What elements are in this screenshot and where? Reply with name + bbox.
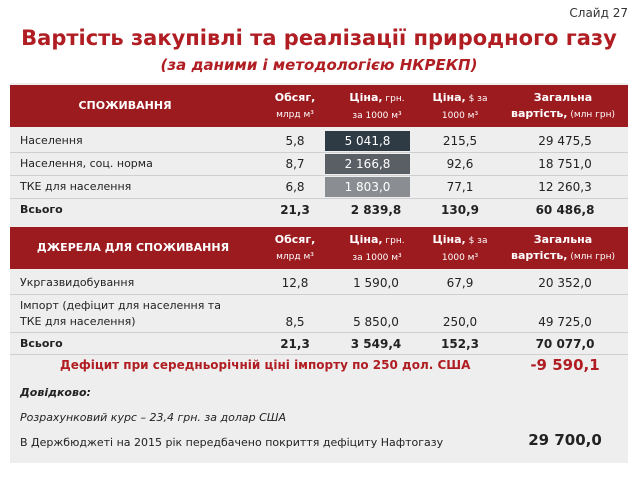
header-volume-unit: млрд м³: [276, 252, 314, 262]
row-volume: 6,8: [285, 180, 305, 194]
deficit-value: -9 590,1: [530, 356, 600, 374]
header-price-uah-sub: за 1000 м³: [352, 111, 402, 121]
header-volume: [250, 232, 340, 265]
row-total: 70 077,0: [535, 337, 595, 351]
header-price-uah: [332, 90, 422, 124]
consumption-header: [10, 85, 628, 127]
header-total-unit: (млн грн): [567, 252, 615, 262]
row-volume: 8,5: [285, 315, 305, 329]
exchange-rate-note: Розрахунковий курс – 23,4 грн. за долар США: [20, 411, 287, 424]
header-price-usd-main: Ціна,: [432, 233, 466, 246]
budget-note: В Держбюджеті на 2015 рік передбачено покриття дефіциту Нафтогазу: [20, 436, 444, 449]
row-name: Всього: [20, 337, 63, 350]
slide-number: Слайд 27: [569, 6, 628, 20]
row-name-line1: Імпорт (дефіцит для населення та: [20, 299, 221, 312]
header-volume-main: Обсяг,: [274, 233, 316, 246]
row-total: 18 751,0: [538, 157, 592, 171]
slide-subtitle: (за даними і методологією НКРЕКП): [160, 56, 478, 74]
row-name: Населення: [20, 134, 83, 147]
header-volume-main: Обсяг,: [274, 91, 316, 104]
row-price-usd: 130,9: [441, 203, 479, 217]
price-box-social-norm: 2 166,8: [325, 154, 410, 174]
row-price-usd: 67,9: [446, 276, 474, 290]
row-total: 49 725,0: [538, 315, 592, 329]
header-sources: ДЖЕРЕЛА ДЛЯ СПОЖИВАННЯ: [36, 241, 230, 254]
header-price-usd-sub: 1000 м³: [441, 253, 479, 263]
row-total: 12 260,3: [538, 180, 592, 194]
row-divider: [10, 152, 628, 153]
reference-label: Довідково:: [20, 386, 91, 399]
row-name: Укргазвидобування: [20, 276, 135, 289]
row-volume: 21,3: [280, 203, 310, 217]
header-price-uah-main: Ціна,: [349, 91, 383, 104]
budget-value: 29 700,0: [528, 431, 602, 449]
header-price-usd-unit: $ за: [465, 236, 488, 246]
row-price-uah: 5 850,0: [353, 315, 399, 329]
header-total: [498, 232, 628, 265]
row-total: 20 352,0: [538, 276, 592, 290]
header-price-usd-main: Ціна,: [432, 91, 466, 104]
sources-header: [10, 227, 628, 269]
header-volume-unit: млрд м³: [276, 110, 314, 120]
row-divider: [10, 354, 628, 355]
row-divider: [10, 294, 628, 295]
header-total-main: Загальна: [533, 233, 593, 246]
row-price-usd: 250,0: [442, 315, 478, 329]
row-divider: [10, 198, 628, 199]
header-price-uah-sub: за 1000 м³: [352, 253, 402, 263]
row-total: 60 486,8: [535, 203, 595, 217]
deficit-label: Дефіцит при середньорічній ціні імпорту по 250 дол. США: [60, 358, 471, 372]
header-price-usd-unit: $ за: [465, 94, 488, 104]
header-total-unit: (млн грн): [567, 110, 615, 120]
row-price-uah: 3 549,4: [350, 337, 402, 351]
deficit-row: [10, 358, 628, 378]
header-total-main2: вартість,: [511, 107, 568, 120]
row-price-usd: 77,1: [446, 180, 474, 194]
header-total: [498, 90, 628, 123]
row-price-usd: 215,5: [442, 134, 478, 148]
header-consumption: СПОЖИВАННЯ: [78, 99, 172, 112]
header-price-uah-main: Ціна,: [349, 233, 383, 246]
row-name: Всього: [20, 203, 63, 216]
slide-title: Вартість закупівлі та реалізації природного газу: [21, 26, 617, 50]
header-price-usd: [420, 90, 500, 124]
row-name-line2: ТКЕ для населення): [20, 315, 136, 328]
price-box-population: 5 041,8: [325, 131, 410, 151]
header-total-main2: вартість,: [511, 249, 568, 262]
row-volume: 21,3: [280, 337, 310, 351]
row-volume: 5,8: [285, 134, 305, 148]
row-price-usd: 152,3: [441, 337, 479, 351]
header-price-uah-unit: грн.: [382, 94, 405, 104]
row-divider: [10, 175, 628, 176]
header-price-uah: [332, 232, 422, 266]
row-name: ТКЕ для населення: [20, 180, 132, 193]
row-price-usd: 92,6: [446, 157, 474, 171]
price-box-tke: 1 803,0: [325, 177, 410, 197]
header-total-main: Загальна: [533, 91, 593, 104]
header-price-usd-sub: 1000 м³: [441, 111, 479, 121]
header-volume: [250, 90, 340, 123]
row-total: 29 475,5: [538, 134, 592, 148]
row-divider: [10, 332, 628, 333]
row-volume: 12,8: [281, 276, 309, 290]
header-price-uah-unit: грн.: [382, 236, 405, 246]
row-name: Населення, соц. норма: [20, 157, 153, 170]
header-price-usd: [420, 232, 500, 266]
row-volume: 8,7: [285, 157, 305, 171]
row-price-uah: 2 839,8: [350, 203, 402, 217]
row-price-uah: 1 590,0: [353, 276, 399, 290]
